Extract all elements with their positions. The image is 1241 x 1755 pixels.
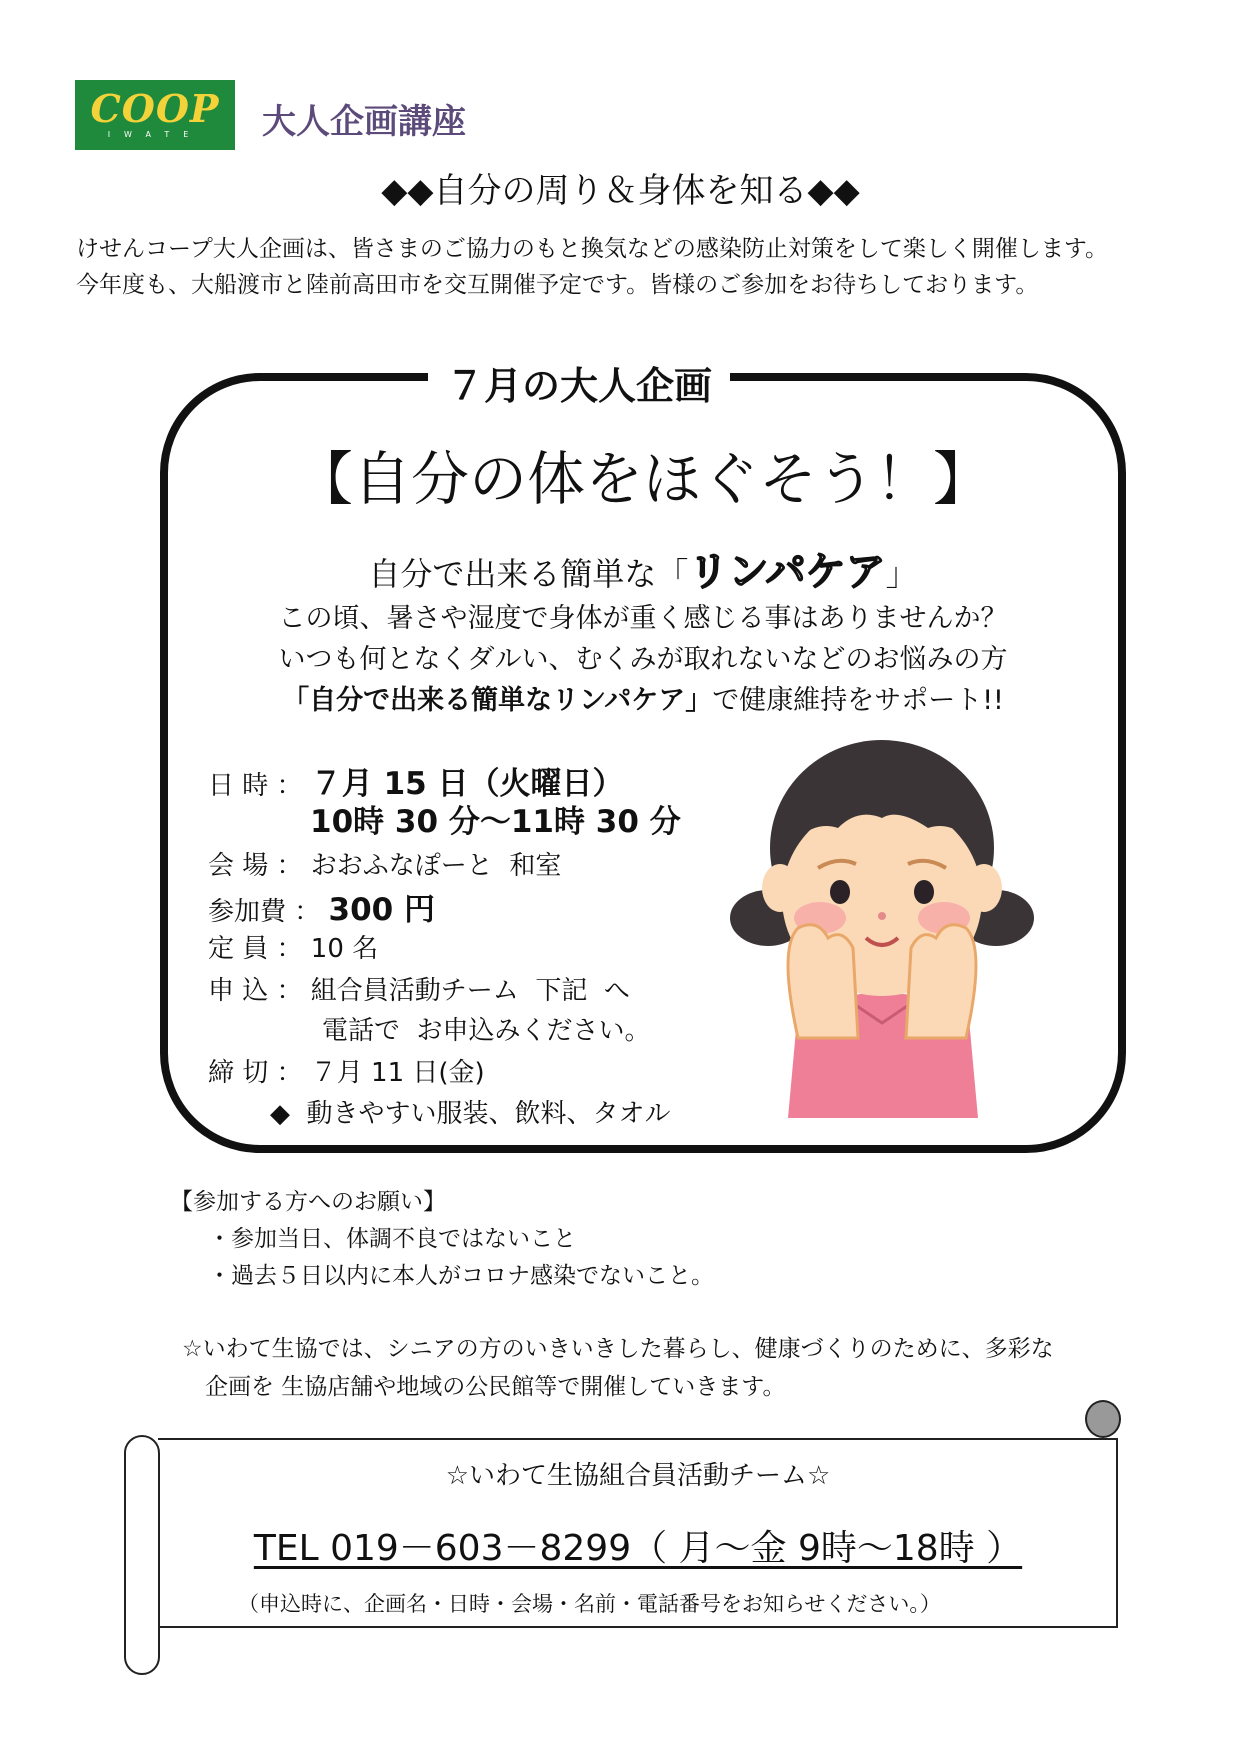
lymph-word: リンパケア: [688, 549, 886, 595]
time-row: [310, 796, 681, 841]
capacity-value: 10 名: [310, 934, 379, 964]
venue-value: おおふなぽーと 和室: [310, 851, 562, 881]
apply-value: 組合員活動チーム 下記 へ: [310, 976, 630, 1006]
deadline-label: 締 切 ：: [208, 1058, 303, 1088]
apply-row: [208, 970, 630, 1007]
apply-label: 申 込 ：: [208, 976, 303, 1006]
event-desc-1: この頃、暑さや湿度で身体が重く感じる事はありませんか？: [278, 603, 1008, 634]
event-desc-2: いつも何となくダルい、むくみが取れないなどのお悩みの方: [278, 644, 1008, 675]
notes-item-2: ・過去５日以内に本人がコロナ感染でないこと。: [208, 1263, 714, 1289]
girl-illustration: [728, 738, 1038, 1118]
intro-line-2: 今年度も、大船渡市と陸前高田市を交互開催予定です。皆様のご参加をお待ちしております。: [76, 272, 1039, 298]
logo-sub: IWATE: [107, 130, 203, 139]
date-value: ７月 15 日（火曜日）: [310, 766, 624, 802]
event-label: ７月の大人企画: [428, 355, 730, 410]
apply-row-2: [322, 1010, 651, 1047]
page-subtitle: ◆◆自分の周り＆身体を知る◆◆: [381, 171, 860, 211]
venue-label: 会 場 ：: [208, 851, 303, 881]
lymph-line: [160, 540, 1126, 597]
capacity-label: 定 員 ：: [208, 934, 303, 964]
contact-tel: TEL 019－603－8299（ 月～金 9時～18時 ）: [253, 1528, 1023, 1569]
contact-note: （申込時に、企画名・日時・会場・名前・電話番号をお知らせください。）: [238, 1592, 941, 1616]
capacity-row: [208, 928, 378, 965]
event-desc-3-rest: で健康維持をサポート!!: [712, 685, 1004, 716]
venue-row: [208, 845, 561, 882]
contact-team: ☆いわて生協組合員活動チーム☆: [445, 1461, 831, 1491]
notes-star-2: 企画を 生協店舗や地域の公民館等で開催していきます。: [205, 1374, 786, 1400]
left-hand: [788, 925, 858, 1038]
lymph-suffix: 」: [885, 555, 918, 593]
fee-value: 300 円: [328, 892, 436, 928]
notes-item-1: ・参加当日、体調不良ではないこと: [208, 1226, 576, 1252]
deadline-row: [208, 1052, 485, 1089]
event-desc-3-bold: 「自分で出来る簡単なリンパケア」: [282, 685, 713, 716]
scroll-right-roll: [1085, 1400, 1121, 1438]
bring-row: [270, 1093, 671, 1130]
event-title: 【自分の体をほぐそう！】: [294, 445, 991, 513]
date-label: 日 時 ：: [208, 771, 303, 801]
event-desc-3: [160, 678, 1126, 717]
fee-label: 参加費 ：: [208, 897, 321, 927]
bring-items: ◆ 動きやすい服装、飲料、タオル: [270, 1099, 671, 1129]
intro-line-1: けせんコープ大人企画は、皆さまのご協力のもと換気などの感染防止対策をして楽しく開催します。: [76, 236, 1109, 262]
notes-heading: 【参加する方へのお願い】: [170, 1189, 446, 1215]
apply-value-2: 電話で お申込みください。: [322, 1016, 651, 1046]
header-title: 大人企画講座: [262, 102, 466, 142]
time-value: 10時 30 分～11時 30 分: [310, 804, 681, 840]
fee-row: [208, 884, 435, 929]
scroll-left-roll: [124, 1435, 160, 1675]
notes-star-1: ☆いわて生協では、シニアの方のいきいきした暮らし、健康づくりのために、多彩な: [182, 1336, 1054, 1362]
coop-logo: [75, 80, 235, 150]
lymph-prefix: 自分で出来る簡単な「: [368, 555, 689, 593]
right-hand: [906, 925, 976, 1038]
deadline-value: ７月 11 日(金): [310, 1058, 485, 1088]
logo-word: COOP: [90, 86, 220, 131]
